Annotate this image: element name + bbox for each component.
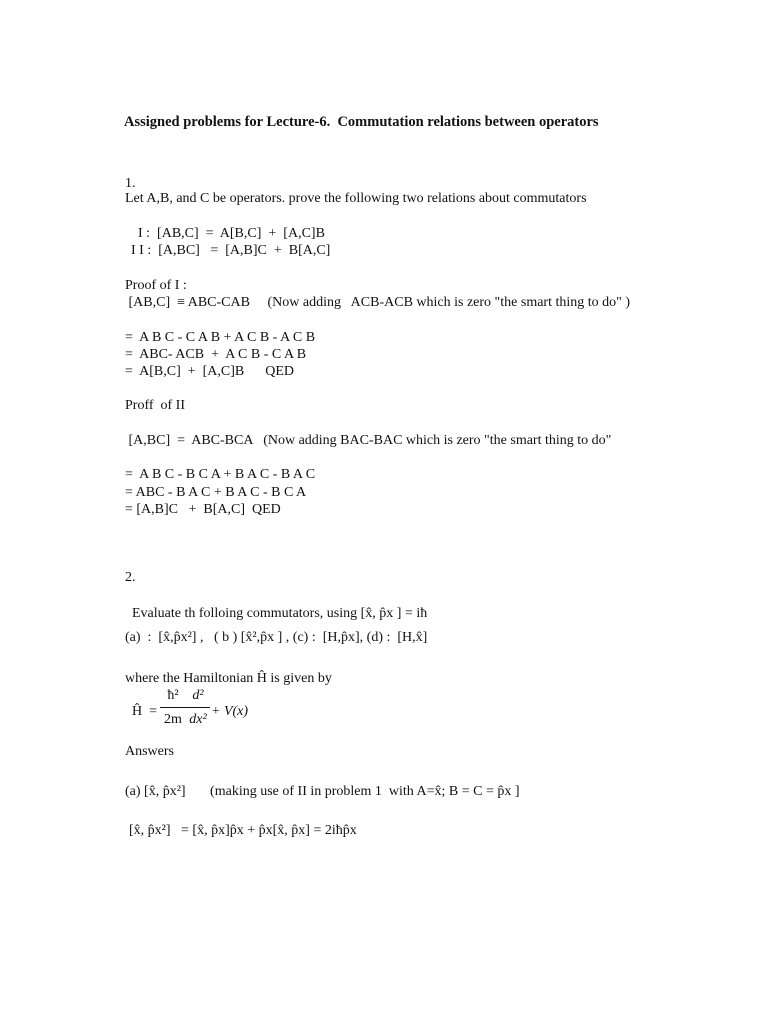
proof-2-step-2: = ABC - B A C + B A C - B C A bbox=[125, 485, 307, 500]
hamiltonian-lhs: Ĥ = bbox=[132, 704, 158, 719]
d-squared: d² bbox=[192, 688, 204, 703]
proof-1-line: [AB,C] ≡ ABC-CAB (Now adding ACB-ACB which is zero "the smart thing to do" ) bbox=[125, 295, 631, 310]
relation-2: I I : [A,BC] = [A,B]C + B[A,C] bbox=[131, 243, 331, 258]
answer-a-equation: [x̂, p̂x²] = [x̂, p̂x]p̂x + p̂x[x̂, p̂x] = 2iħp̂x bbox=[129, 823, 357, 838]
answer-a: (a) [x̂, p̂x²] (making use of II in problem 1 with A=x̂; B = C = p̂x ] bbox=[125, 784, 520, 799]
proof-1-step-2: = ABC- ACB + A C B - C A B bbox=[125, 347, 307, 362]
fraction-bar-1 bbox=[160, 707, 186, 708]
page-title: Assigned problems for Lecture-6. Commutation relations between operators bbox=[124, 114, 599, 130]
proof-2-line: [A,BC] = ABC-BCA (Now adding BAC-BAC which is zero "the smart thing to do" bbox=[125, 433, 612, 448]
potential-term: + V(x) bbox=[211, 704, 249, 719]
problem-2-intro-text: Evaluate th folloing commutators, using bbox=[132, 606, 361, 621]
proof-2-step-1: = A B C - B C A + B A C - B A C bbox=[125, 467, 316, 482]
proof-2-heading: Proff of II bbox=[125, 398, 186, 413]
two-m: 2m bbox=[164, 712, 182, 727]
commutator-parts: (a) : [x̂,p̂x²] , ( b ) [x̂²,p̂x ] , (c) : [H,p̂x], (d) : [H,x̂] bbox=[125, 630, 428, 645]
proof-1-heading: Proof of I : bbox=[125, 278, 187, 293]
relation-1: I : [AB,C] = A[B,C] + [A,C]B bbox=[131, 226, 325, 241]
proof-2-step-3: = [A,B]C + B[A,C] QED bbox=[125, 502, 281, 517]
fraction-bar-2 bbox=[186, 707, 210, 708]
hbar-squared: ħ² bbox=[167, 688, 179, 703]
problem-1-number: 1. bbox=[125, 176, 136, 191]
answers-heading: Answers bbox=[125, 744, 174, 759]
hamiltonian-intro: where the Hamiltonian Ĥ is given by bbox=[125, 671, 332, 686]
dx-squared: dx² bbox=[189, 712, 207, 727]
proof-1-step-3: = A[B,C] + [A,C]B QED bbox=[125, 364, 295, 379]
given-commutator: [x̂, p̂x ] = iħ bbox=[360, 606, 428, 621]
problem-2-intro bbox=[125, 590, 427, 622]
proof-1-step-1: = A B C - C A B + A C B - A C B bbox=[125, 330, 316, 345]
problem-2-number: 2. bbox=[125, 570, 136, 585]
problem-1-intro: Let A,B, and C be operators. prove the following two relations about commutators bbox=[125, 191, 587, 206]
